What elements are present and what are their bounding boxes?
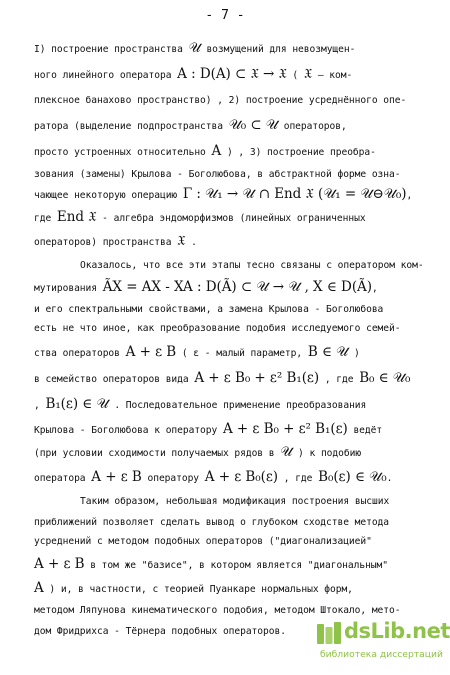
text-line [80, 495, 389, 508]
text-run: мутирования [34, 283, 103, 294]
formula: 𝒰 [188, 40, 201, 56]
text-line [34, 423, 382, 437]
text-run: I) построение пространства [34, 44, 189, 55]
text-line [34, 188, 412, 202]
text-run: ( ε - малый параметр, [176, 348, 308, 359]
text-line [34, 42, 355, 56]
text-line [34, 68, 352, 82]
text-line [34, 604, 400, 617]
text-run: приближений позволяет сделать вывод о глубоком сходстве метода [34, 517, 390, 528]
formula: A + ε B₀ + ε² B₁(ε) [222, 421, 348, 437]
text-run: ) и, в частности, с теорией Пуанкаре нормальных форм, [43, 584, 353, 595]
text-run: ) , 3) построение преобра- [221, 147, 376, 158]
text-run: ства операторов [34, 348, 126, 359]
text-run: и его спектральными свойствами, а замена Крылова - Боголюбова [34, 304, 384, 315]
text-line [34, 322, 400, 335]
formula: B₀(ε) ∈ 𝒰₀ [318, 469, 387, 485]
text-line [34, 446, 361, 460]
watermark-name: dsLib.net [344, 619, 450, 643]
text-run: – ком- [312, 70, 353, 81]
text-run: в том же "базисе", в котором является "диагональным" [84, 560, 388, 571]
text-line [34, 303, 383, 316]
text-run: , где [319, 374, 360, 385]
text-run: плексное банахово пространство) , 2) построение усреднённого опе- [34, 95, 407, 106]
formula: A : D(A) ⊂ 𝔛 → 𝔛 [177, 66, 287, 82]
text-run: в семейство операторов вида [34, 374, 195, 385]
text-run: Крылова - Боголюбова к оператору [34, 425, 223, 436]
text-run: , [34, 400, 46, 411]
formula: ÃX = AX - XA : D(Ã) ⊂ 𝒰 → 𝒰 , X ∈ D(Ã) [102, 279, 372, 295]
text-run: оператора [34, 473, 92, 484]
text-line [34, 372, 410, 386]
text-run: ) к подобию [292, 448, 362, 459]
text-run: оператору [141, 473, 205, 484]
text-line [34, 168, 400, 181]
text-run: просто устроенных относительно [34, 147, 212, 158]
text-run: усреднений с методом подобных операторов ("диагонализацией" [34, 536, 372, 547]
formula: 𝒰₀ ⊂ 𝒰 [228, 117, 278, 133]
formula: 𝔛 [303, 66, 313, 82]
text-line [34, 119, 347, 133]
text-line [34, 398, 366, 412]
text-run: ного линейного оператора [34, 70, 178, 81]
text-run: , где [278, 473, 319, 484]
text-run: есть не что иное, как преобразование подобия исследуемого семей- [34, 323, 401, 334]
text-run: . [185, 237, 197, 248]
watermark [316, 619, 450, 661]
text-line [34, 558, 388, 572]
formula: B₀ ∈ 𝒰₀ [359, 370, 411, 386]
formula: A [211, 143, 222, 159]
page-number: - 7 - [205, 8, 245, 23]
text-line [34, 145, 376, 159]
text-run: ведёт [347, 425, 383, 436]
text-line [34, 535, 372, 548]
text-run: - алгебра эндоморфизмов (линейных ограниченных [96, 213, 366, 224]
text-run: Таким образом, небольшая модификация построения высших [80, 496, 390, 507]
formula: A + ε B [91, 469, 142, 485]
formula: B ∈ 𝒰 [307, 344, 349, 360]
text-line [34, 582, 353, 596]
text-line [80, 259, 424, 272]
formula: A + ε B [34, 556, 85, 572]
text-run: возмущений для невозмущен- [200, 44, 356, 55]
text-run: операторов, [278, 121, 347, 132]
text-line [34, 94, 406, 107]
formula: A + ε B₀ + ε² B₁(ε) [194, 370, 320, 386]
text-run: методом Ляпунова кинематического подобия, методом Штокало, мето- [34, 605, 401, 616]
formula: A [34, 580, 44, 596]
text-run: ) [348, 348, 360, 359]
text-run: где [34, 213, 57, 224]
formula: Γ : 𝒰₁ → 𝒰 ∩ End 𝔛 (𝒰₁ = 𝒰⊖𝒰₀) [182, 186, 407, 202]
formula: 𝔛 [177, 233, 186, 249]
text-run: , [371, 283, 378, 294]
text-line [34, 281, 378, 295]
text-line [34, 211, 366, 225]
text-run: ратора (выделение подпространства [34, 121, 229, 132]
text-line [34, 625, 286, 638]
dslib-logo-icon [316, 621, 342, 647]
text-line [34, 346, 360, 360]
text-run: , [406, 190, 413, 201]
text-run: Оказалось, что все эти этапы тесно связаны с оператором ком- [80, 260, 424, 271]
text-run: . Последовательное применение преобразования [108, 400, 367, 411]
text-line [34, 516, 389, 529]
formula: A + ε B [125, 344, 177, 360]
text-run: зования (замены) Крылова - Боголюбова, в абстрактной форме озна- [34, 169, 401, 180]
formula: B₁(ε) ∈ 𝒰 [45, 396, 109, 412]
text-run: чающее некоторую операцию [34, 190, 183, 201]
watermark-tagline: библиотека диссертаций [320, 649, 443, 660]
text-run: . [386, 473, 393, 484]
text-run: ( [286, 70, 304, 81]
text-run: операторов) пространства [34, 237, 178, 248]
text-line [34, 471, 392, 485]
text-run: дом Фридрихса - Тёрнера подобных операторов. [34, 626, 286, 637]
formula: End 𝔛 [56, 209, 97, 225]
formula: A + ε B₀(ε) [204, 469, 279, 485]
formula: 𝒰 [280, 444, 293, 460]
text-run: (при условии сходимости получаемых рядов в [34, 448, 281, 459]
text-line [34, 235, 197, 249]
